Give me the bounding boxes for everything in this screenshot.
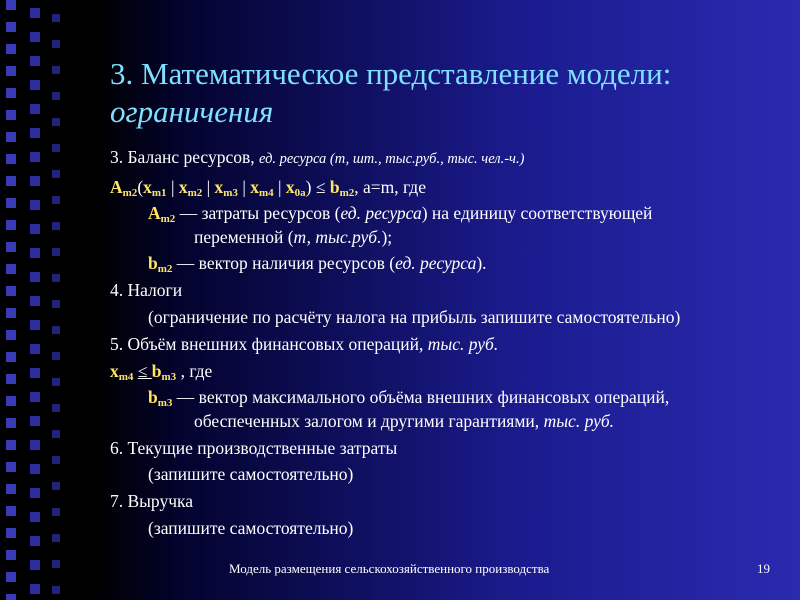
film-square-11 [6, 242, 16, 252]
film-square-0 [52, 14, 60, 22]
film-square-24 [6, 528, 16, 538]
film-square-20 [52, 534, 60, 542]
film-square-7 [6, 154, 16, 164]
film-square-10 [30, 248, 40, 258]
film-square-12 [6, 264, 16, 274]
film-strip-decoration [0, 0, 28, 600]
film-square-20 [30, 488, 40, 498]
film-square-12 [52, 326, 60, 334]
film-strip-decoration-3 [50, 0, 70, 600]
film-square-6 [52, 170, 60, 178]
film-square-22 [30, 536, 40, 546]
film-square-16 [30, 392, 40, 402]
film-square-13 [6, 286, 16, 296]
film-square-3 [52, 92, 60, 100]
film-square-15 [52, 404, 60, 412]
page-number: 19 [757, 561, 770, 576]
film-square-5 [52, 144, 60, 152]
film-square-18 [6, 396, 16, 406]
definition-b-m3-line-1: bm3 — вектор максимального объёма внешних финансовых операций, [148, 387, 670, 409]
film-square-17 [6, 374, 16, 384]
balance-formula: Am2(xm1 | xm2 | xm3 | xm4 | x0a) ≤ bm2, a=m, где [110, 177, 426, 199]
film-square-8 [6, 176, 16, 186]
film-square-13 [30, 320, 40, 330]
film-square-21 [6, 462, 16, 472]
film-square-7 [30, 176, 40, 186]
film-square-20 [6, 440, 16, 450]
film-square-1 [6, 22, 16, 32]
film-square-17 [30, 416, 40, 426]
film-strip-decoration-2 [28, 0, 50, 600]
film-square-2 [6, 44, 16, 54]
film-square-15 [6, 330, 16, 340]
film-square-10 [6, 220, 16, 230]
film-square-19 [6, 418, 16, 428]
film-square-3 [30, 80, 40, 90]
section-6-note: (запишите самостоятельно) [148, 464, 354, 484]
film-square-9 [30, 224, 40, 234]
film-square-4 [30, 104, 40, 114]
film-square-1 [52, 40, 60, 48]
film-square-18 [30, 440, 40, 450]
section-3-heading: 3. Баланс ресурсов, ед. ресурса (т, шт., тыс.руб., тыс. чел.-ч.) [110, 147, 525, 167]
film-square-9 [52, 248, 60, 256]
film-square-12 [30, 296, 40, 306]
section-5-heading: 5. Объём внешних финансовых операций, тыс. руб. [110, 334, 499, 354]
film-square-4 [6, 88, 16, 98]
film-square-11 [52, 300, 60, 308]
film-square-6 [30, 152, 40, 162]
film-square-4 [52, 118, 60, 126]
film-square-17 [52, 456, 60, 464]
film-square-22 [52, 586, 60, 594]
slide-title [110, 55, 671, 131]
film-square-8 [30, 200, 40, 210]
film-square-23 [30, 560, 40, 570]
film-square-14 [52, 378, 60, 386]
definition-b-m3-line-2: обеспеченных залогом и другими гарантиями, тыс. руб. [194, 411, 615, 431]
film-square-21 [52, 560, 60, 568]
film-square-27 [6, 594, 16, 600]
film-square-19 [52, 508, 60, 516]
section-3-units: ед. ресурса (т, шт., тыс.руб., тыс. чел.-ч.) [259, 151, 525, 167]
film-square-19 [30, 464, 40, 474]
film-square-0 [6, 0, 16, 10]
film-square-5 [6, 110, 16, 120]
film-square-1 [30, 32, 40, 42]
footer-caption: Модель размещения сельскохозяйственного производства [229, 561, 550, 576]
definition-a-line-1: Am2 — затраты ресурсов (ед. ресурса) на единицу соответствующей [148, 203, 653, 225]
film-square-0 [30, 8, 40, 18]
section-6-heading: 6. Текущие производственные затраты [110, 438, 398, 458]
film-square-15 [30, 368, 40, 378]
external-finance-inequality: xm4 ≤ bm3 , где [110, 361, 213, 383]
film-square-6 [6, 132, 16, 142]
film-square-23 [6, 506, 16, 516]
film-square-3 [6, 66, 16, 76]
section-4-heading: 4. Налоги [110, 280, 183, 300]
film-square-16 [6, 352, 16, 362]
film-square-14 [30, 344, 40, 354]
title-line-1: 3. Математическое представление модели: [110, 56, 672, 91]
film-square-5 [30, 128, 40, 138]
film-square-18 [52, 482, 60, 490]
section-7-note: (запишите самостоятельно) [148, 518, 354, 538]
title-line-2: ограничения [110, 94, 274, 129]
section-4-note: (ограничение по расчёту налога на прибыль запишите самостоятельно) [148, 307, 681, 327]
film-square-8 [52, 222, 60, 230]
definition-a-line-2: переменной (т, тыс.руб.); [194, 227, 393, 247]
film-square-2 [52, 66, 60, 74]
film-square-2 [30, 56, 40, 66]
film-square-21 [30, 512, 40, 522]
film-square-7 [52, 196, 60, 204]
film-square-26 [6, 572, 16, 582]
film-square-24 [30, 584, 40, 594]
film-square-13 [52, 352, 60, 360]
film-square-16 [52, 430, 60, 438]
film-square-9 [6, 198, 16, 208]
film-square-14 [6, 308, 16, 318]
film-square-10 [52, 274, 60, 282]
film-square-25 [6, 550, 16, 560]
film-square-22 [6, 484, 16, 494]
definition-b-m2: bm2 — вектор наличия ресурсов (ед. ресурса). [148, 253, 487, 275]
film-square-11 [30, 272, 40, 282]
section-7-heading: 7. Выручка [110, 491, 194, 511]
